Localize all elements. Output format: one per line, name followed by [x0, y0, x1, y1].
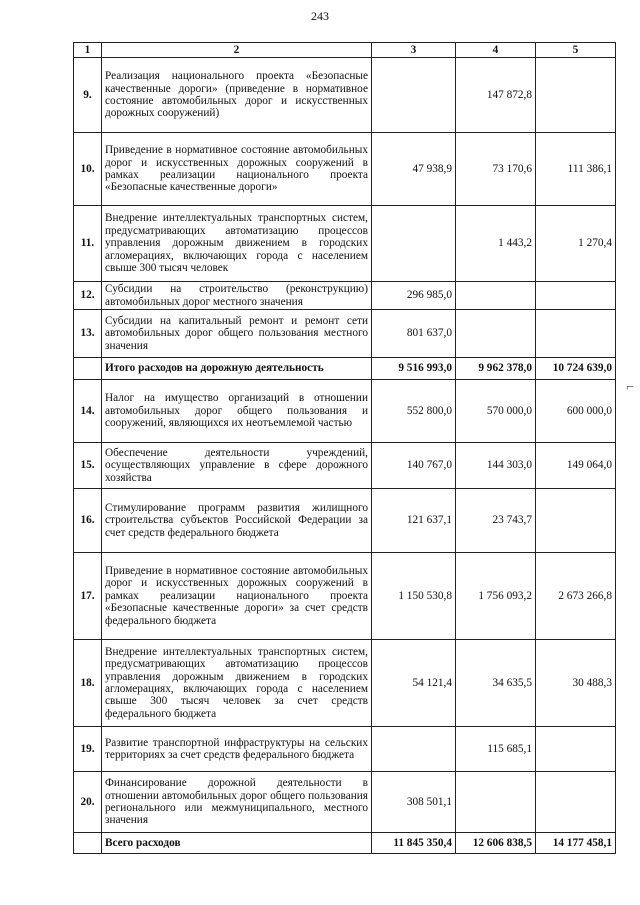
value-col-5: 111 386,1 [536, 133, 616, 206]
value-col-5 [536, 489, 616, 553]
row-number: 20. [74, 772, 102, 833]
row-number: 14. [74, 380, 102, 443]
table-row [74, 443, 616, 489]
value-col-3: 552 800,0 [372, 380, 456, 443]
row-description: Всего расходов [102, 833, 372, 854]
value-col-3: 9 516 993,0 [372, 358, 456, 380]
table-row [74, 489, 616, 553]
value-col-3: 1 150 530,8 [372, 553, 456, 640]
header-cell-3: 3 [372, 43, 456, 58]
value-col-3 [372, 206, 456, 282]
table-row [74, 206, 616, 282]
row-number: 15. [74, 443, 102, 489]
table-row [74, 553, 616, 640]
header-cell-1: 1 [74, 43, 102, 58]
header-cell-4: 4 [456, 43, 536, 58]
row-number: 17. [74, 553, 102, 640]
row-description: Приведение в нормативное состояние автомобильных дорог и искусственных дорожных сооружений в рамках реализации национального проекта «Безопасные качественные дороги» за счет средств федерального бюджета [102, 553, 372, 640]
row-number: 19. [74, 727, 102, 772]
row-description: Субсидии на строительство (реконструкцию) автомобильных дорог местного значения [102, 282, 372, 310]
row-description: Субсидии на капитальный ремонт и ремонт сети автомобильных дорог общего пользования местного значения [102, 310, 372, 358]
value-col-4 [456, 310, 536, 358]
table-row [74, 282, 616, 310]
value-col-4: 1 443,2 [456, 206, 536, 282]
row-description: Развитие транспортной инфраструктуры на сельских территориях за счет средств федерального бюджета [102, 727, 372, 772]
row-description: Итого расходов на дорожную деятельность [102, 358, 372, 380]
value-col-3: 54 121,4 [372, 640, 456, 727]
value-col-4: 12 606 838,5 [456, 833, 536, 854]
value-col-5 [536, 727, 616, 772]
value-col-5 [536, 310, 616, 358]
table-row [74, 727, 616, 772]
header-cell-2: 2 [102, 43, 372, 58]
value-col-5: 14 177 458,1 [536, 833, 616, 854]
value-col-5: 149 064,0 [536, 443, 616, 489]
value-col-4 [456, 282, 536, 310]
pen-mark: ⌐ [626, 380, 634, 395]
row-description: Внедрение интеллектуальных транспортных систем, предусматривающих автоматизацию процессов управления дорожным движением в городских агломерациях, включающих города с населением свыше 300 тысяч человек [102, 206, 372, 282]
total-row [74, 833, 616, 854]
row-number: 18. [74, 640, 102, 727]
row-description: Реализация национального проекта «Безопасные качественные дороги» (приведение в нормативное состояние автомобильных дорог и искусственных дорожных сооружений) [102, 58, 372, 133]
row-number: 13. [74, 310, 102, 358]
value-col-3: 11 845 350,4 [372, 833, 456, 854]
row-description: Внедрение интеллектуальных транспортных систем, предусматривающих автоматизацию процессов управления дорожным движением в городских агломерациях, включающих города с населением свыше 300 тысяч человек за счет средств федерального бюджета [102, 640, 372, 727]
value-col-5 [536, 282, 616, 310]
value-col-5: 600 000,0 [536, 380, 616, 443]
value-col-3 [372, 58, 456, 133]
row-number: 11. [74, 206, 102, 282]
page-number: 243 [311, 9, 329, 23]
table-row [74, 58, 616, 133]
budget-table [73, 42, 616, 854]
value-col-5: 1 270,4 [536, 206, 616, 282]
row-description: Приведение в нормативное состояние автомобильных дорог и искусственных дорожных сооружений в рамках реализации национального проекта «Безопасные качественные дороги» [102, 133, 372, 206]
value-col-4: 115 685,1 [456, 727, 536, 772]
row-description: Стимулирование программ развития жилищного строительства субъектов Российской Федерации за счет средств федерального бюджета [102, 489, 372, 553]
row-number: 9. [74, 58, 102, 133]
value-col-5 [536, 772, 616, 833]
row-description: Обеспечение деятельности учреждений, осуществляющих управление в сфере дорожного хозяйства [102, 443, 372, 489]
row-number: 12. [74, 282, 102, 310]
table-row [74, 310, 616, 358]
table-row [74, 772, 616, 833]
value-col-4: 144 303,0 [456, 443, 536, 489]
row-number: 10. [74, 133, 102, 206]
value-col-3: 801 637,0 [372, 310, 456, 358]
value-col-5: 10 724 639,0 [536, 358, 616, 380]
row-description: Финансирование дорожной деятельности в отношении автомобильных дорог общего пользования регионального или межмуниципального, местного значения [102, 772, 372, 833]
value-col-4: 34 635,5 [456, 640, 536, 727]
header-row [74, 43, 616, 58]
table-row [74, 380, 616, 443]
value-col-4: 73 170,6 [456, 133, 536, 206]
value-col-3 [372, 727, 456, 772]
value-col-3: 47 938,9 [372, 133, 456, 206]
value-col-4: 570 000,0 [456, 380, 536, 443]
value-col-5 [536, 58, 616, 133]
value-col-5: 2 673 266,8 [536, 553, 616, 640]
value-col-3: 296 985,0 [372, 282, 456, 310]
row-number [74, 358, 102, 380]
row-number: 16. [74, 489, 102, 553]
row-description: Налог на имущество организаций в отношении автомобильных дорог общего пользования и сооружений, являющихся их неотъемлемой частью [102, 380, 372, 443]
value-col-4: 9 962 378,0 [456, 358, 536, 380]
value-col-4: 147 872,8 [456, 58, 536, 133]
value-col-5: 30 488,3 [536, 640, 616, 727]
value-col-3: 140 767,0 [372, 443, 456, 489]
table-row [74, 133, 616, 206]
row-number [74, 833, 102, 854]
value-col-4: 1 756 093,2 [456, 553, 536, 640]
total-row [74, 358, 616, 380]
table-row [74, 640, 616, 727]
value-col-3: 308 501,1 [372, 772, 456, 833]
value-col-3: 121 637,1 [372, 489, 456, 553]
header-cell-5: 5 [536, 43, 616, 58]
value-col-4 [456, 772, 536, 833]
value-col-4: 23 743,7 [456, 489, 536, 553]
